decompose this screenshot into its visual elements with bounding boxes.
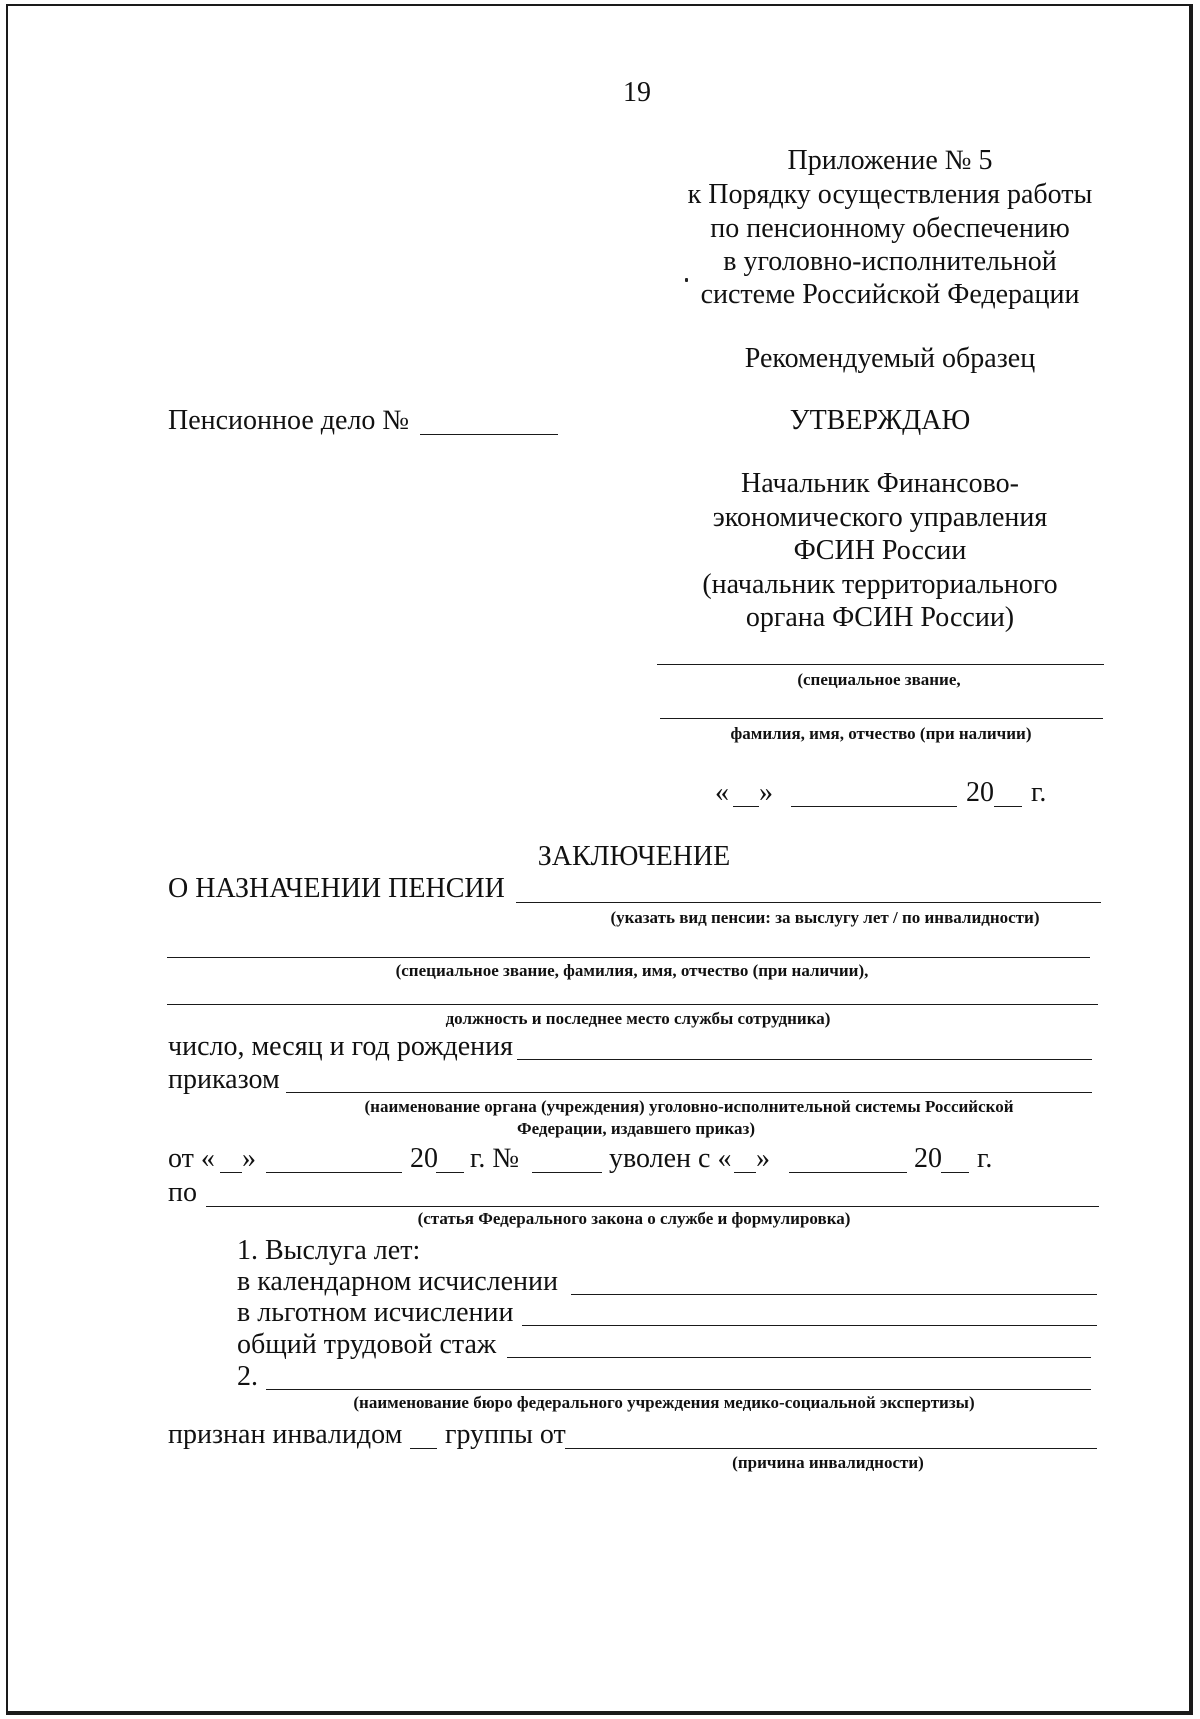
article-line[interactable]	[206, 1206, 1099, 1207]
bureau-line[interactable]	[266, 1389, 1091, 1390]
calendar-label: в календарном исчислении	[237, 1266, 559, 1297]
approval-title: УТВЕРЖДАЮ	[789, 405, 971, 436]
sample-label: Рекомендуемый образец	[744, 343, 1036, 374]
appendix-line-2: к Порядку осуществления работы	[687, 179, 1093, 210]
approval-line-3: ФСИН России	[793, 535, 967, 566]
order-organ-line[interactable]	[286, 1092, 1092, 1093]
total-service-label: общий трудовой стаж	[237, 1329, 497, 1360]
disability-date-line[interactable]	[565, 1448, 1097, 1449]
approver-name-line[interactable]	[660, 718, 1103, 719]
employee-position-caption: должность и последнее место службы сотрудника)	[445, 1009, 831, 1028]
employee-position-line[interactable]	[167, 1004, 1098, 1005]
service-length-title: 1. Выслуга лет:	[237, 1235, 421, 1266]
organ-caption-1: (наименование органа (учреждения) уголовно-исполнительной системы Российской	[364, 1097, 1014, 1116]
appendix-line-5: системе Российской Федерации	[700, 279, 1080, 310]
dismissed-label: уволен с «	[609, 1143, 732, 1174]
disability-group-line[interactable]	[410, 1448, 437, 1449]
pension-case-label: Пенсионное дело №	[168, 405, 410, 436]
order-label: приказом	[168, 1064, 280, 1095]
page-number: 19	[623, 77, 651, 108]
appendix-line-1: Приложение № 5	[787, 145, 993, 176]
approver-rank-caption: (специальное звание,	[797, 670, 961, 689]
order-day-line[interactable]	[220, 1172, 242, 1173]
dismissal-year-prefix: 20	[914, 1143, 942, 1174]
approval-month-line[interactable]	[791, 806, 957, 807]
preferential-label: в льготном исчислении	[237, 1297, 514, 1328]
appendix-line-4: в уголовно-исполнительной	[723, 246, 1057, 277]
article-caption: (статья Федерального закона о службе и формулировка)	[417, 1209, 851, 1228]
dismissal-year-suffix: г.	[977, 1143, 993, 1174]
conclusion-subtitle: О НАЗНАЧЕНИИ ПЕНСИИ	[168, 873, 505, 904]
approval-line-1: Начальник Финансово-	[741, 468, 1019, 499]
organ-caption-2: Федерации, издавшего приказ)	[516, 1119, 756, 1138]
article-by-label: по	[168, 1177, 197, 1208]
item-2-label: 2.	[237, 1361, 258, 1392]
disabled-label: признан инвалидом	[168, 1419, 403, 1450]
approval-line-2: экономического управления	[712, 502, 1048, 533]
order-year-line[interactable]	[436, 1172, 464, 1173]
order-year-prefix: 20	[410, 1143, 438, 1174]
dismissal-day-line[interactable]	[734, 1172, 756, 1173]
order-number-line[interactable]	[532, 1172, 602, 1173]
conclusion-title: ЗАКЛЮЧЕНИЕ	[537, 841, 731, 872]
dismissal-year-line[interactable]	[941, 1172, 969, 1173]
dismissal-quote-close: »	[756, 1143, 770, 1174]
disability-cause-caption: (причина инвалидности)	[732, 1453, 924, 1472]
appendix-line-3: по пенсионному обеспечению	[710, 213, 1070, 244]
date-quote-open: «	[715, 777, 729, 808]
approver-name-caption: фамилия, имя, отчество (при наличии)	[730, 724, 1032, 743]
approval-year-line[interactable]	[994, 806, 1022, 807]
employee-name-line[interactable]	[167, 957, 1090, 958]
birth-date-label: число, месяц и год рождения	[168, 1031, 513, 1062]
birth-date-line[interactable]	[517, 1059, 1092, 1060]
group-from-label: группы от	[445, 1419, 566, 1450]
employee-name-caption: (специальное звание, фамилия, имя, отчество (при наличии),	[395, 961, 869, 980]
total-service-line[interactable]	[507, 1357, 1091, 1358]
approval-line-5: органа ФСИН России)	[745, 602, 1015, 633]
order-month-line[interactable]	[266, 1172, 402, 1173]
date-year-prefix: 20	[966, 777, 994, 808]
order-quote-close: »	[242, 1143, 256, 1174]
approval-day-line[interactable]	[733, 806, 759, 807]
approval-line-4: (начальник территориального	[702, 569, 1058, 600]
date-year-suffix: г.	[1031, 777, 1047, 808]
preferential-line[interactable]	[522, 1325, 1097, 1326]
dismissal-month-line[interactable]	[789, 1172, 907, 1173]
pension-type-line[interactable]	[516, 902, 1101, 903]
pension-type-caption: (указать вид пенсии: за выслугу лет / по инвалидности)	[610, 908, 1040, 927]
approver-rank-line[interactable]	[657, 664, 1104, 665]
calendar-line[interactable]	[571, 1294, 1097, 1295]
order-from-label: от «	[168, 1143, 215, 1174]
order-number-label: г. №	[470, 1143, 520, 1174]
bureau-caption: (наименование бюро федерального учреждения медико-социальной экспертизы)	[353, 1393, 975, 1412]
pension-case-number-line[interactable]	[420, 434, 558, 435]
scan-speck	[685, 278, 688, 282]
date-quote-close: »	[759, 777, 773, 808]
